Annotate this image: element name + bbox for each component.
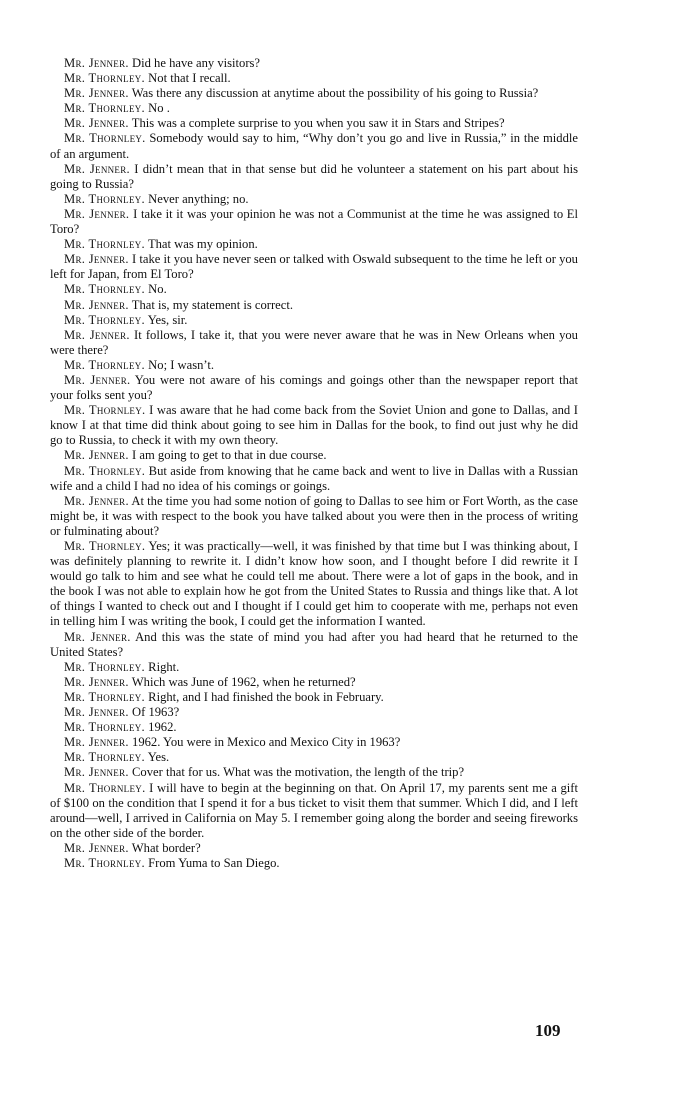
transcript-paragraph [50, 282, 578, 297]
transcript-paragraph [50, 403, 578, 448]
transcript-paragraph [50, 116, 578, 131]
speaker-label: Mr. Thornley. [64, 101, 146, 116]
transcript-paragraph [50, 781, 578, 841]
speech-text: It follows, I take it, that you were never aware that he was in New Orleans when you were there? [50, 327, 578, 357]
speaker-label: Mr. Thornley. [64, 237, 146, 252]
transcript-paragraph [50, 720, 578, 735]
transcript-paragraph [50, 856, 578, 871]
transcript-paragraph [50, 705, 578, 720]
transcript-paragraph [50, 494, 578, 539]
transcript-paragraph [50, 192, 578, 207]
transcript-paragraph [50, 56, 578, 71]
speech-text: Somebody would say to him, “Why don’t you go and live in Russia,” in the middle of an argument. [50, 131, 578, 161]
speaker-label: Mr. Thornley. [64, 855, 146, 870]
speech-text: At the time you had some notion of going to Dallas to see him or Fort Worth, as the case might be, it was with respect to the book you have talked about you were then in the process of writing or fulminating about? [50, 493, 578, 538]
transcript-paragraph [50, 841, 578, 856]
speaker-label: Mr. Jenner. [64, 372, 131, 387]
speaker-label: Mr. Thornley. [64, 71, 146, 86]
transcript-paragraph [50, 750, 578, 765]
speech-text: Yes. [147, 750, 170, 765]
transcript-paragraph [50, 86, 578, 101]
speech-text: I take it you have never seen or talked with Oswald subsequent to the time he left or you left for Japan, from El Toro? [50, 252, 578, 282]
transcript-paragraph [50, 765, 578, 780]
transcript-paragraph [50, 252, 578, 282]
speech-text: Not that I recall. [148, 71, 231, 86]
speech-text: Which was June of 1962, when he returned? [131, 674, 356, 689]
speech-text: Yes, sir. [147, 312, 188, 327]
speaker-label: Mr. Thornley. [64, 131, 146, 146]
transcript-paragraph [50, 237, 578, 252]
speech-text: Never anything; no. [148, 191, 249, 206]
speech-text: No. [148, 282, 167, 297]
speech-text: This was a complete surprise to you when you saw it in Stars and Stripes? [131, 116, 505, 131]
speech-text: I will have to begin at the beginning on that. On April 17, my parents sent me a gift of $100 on the condition that I spend it for a bus ticket to visit them that summer. Which I did, and I left around—well, I arrived in California on May 5. I remember going along the border and seeing fireworks on the other side of the border. [50, 780, 578, 840]
speech-text: I am going to get to that in due course. [132, 448, 327, 463]
speech-text: What border? [131, 840, 201, 855]
transcript-paragraph [50, 162, 578, 192]
transcript-paragraph [50, 660, 578, 675]
speaker-label: Mr. Jenner. [64, 206, 130, 221]
transcript-paragraph [50, 690, 578, 705]
speech-text: No . [148, 101, 170, 116]
speaker-label: Mr. Jenner. [64, 86, 129, 101]
transcript-paragraph [50, 101, 578, 116]
speaker-label: Mr. Jenner. [64, 161, 130, 176]
speech-text: Yes; it was practically—well, it was finished by that time but I was thinking about, I was definitely planning to rewrite it. I didn’t know how soon, and I thought before I did rewrite it I would go talk to him and see what he could tell me about. There were a lot of gaps in the book, and in the book I was not able to explain how he got from the United States to Russia and things like that. A lot of things I wanted to check out and I thought if I could get him to cooperate with me, perhaps not even in telling him I was writing the book, I could get the information I wanted. [50, 539, 578, 629]
transcript-paragraph [50, 373, 578, 403]
speaker-label: Mr. Jenner. [64, 765, 129, 780]
speaker-label: Mr. Jenner. [64, 297, 129, 312]
speech-text: Did he have any visitors? [132, 56, 261, 70]
speech-text: I was aware that he had come back from the Soviet Union and gone to Dallas, and I know I at that time did think about going to see him in Dallas for the book, to find out just why he did go to Russia, to check it with my own theory. [50, 403, 578, 448]
speaker-label: Mr. Thornley. [64, 689, 146, 704]
transcript-paragraph [50, 735, 578, 750]
speech-text: But aside from knowing that he came back and went to live in Dallas with a Russian wife and a child I had no idea of his comings or goings. [50, 463, 578, 493]
transcript-paragraph [50, 328, 578, 358]
transcript-paragraph [50, 448, 578, 463]
speech-text: Right. [148, 659, 180, 674]
speech-text: And this was the state of mind you had after you had heard that he returned to the United States? [50, 629, 578, 659]
transcript-paragraph [50, 131, 578, 161]
speaker-label: Mr. Jenner. [64, 493, 129, 508]
speaker-label: Mr. Thornley. [64, 357, 146, 372]
transcript-body [50, 56, 578, 871]
speaker-label: Mr. Thornley. [64, 191, 146, 206]
speech-text: No; I wasn’t. [148, 357, 215, 372]
speaker-label: Mr. Jenner. [64, 56, 129, 70]
speech-text: That was my opinion. [147, 237, 258, 252]
transcript-paragraph [50, 313, 578, 328]
speaker-label: Mr. Jenner. [64, 252, 129, 267]
transcript-paragraph [50, 464, 578, 494]
speech-text: Cover that for us. What was the motivation, the length of the trip? [132, 765, 465, 780]
speaker-label: Mr. Jenner. [64, 629, 131, 644]
transcript-paragraph [50, 298, 578, 313]
transcript-paragraph [50, 539, 578, 630]
speaker-label: Mr. Thornley. [64, 750, 146, 765]
speech-text: I take it it was your opinion he was not a Communist at the time he was assigned to El Toro? [50, 206, 578, 237]
speaker-label: Mr. Jenner. [64, 674, 129, 689]
speaker-label: Mr. Thornley. [64, 780, 146, 795]
speech-text: 1962. You were in Mexico and Mexico City in 1963? [132, 735, 401, 750]
speech-text: I didn’t mean that in that sense but did he volunteer a statement on his part about his going to Russia? [50, 161, 578, 191]
speaker-label: Mr. Thornley. [64, 659, 146, 674]
speaker-label: Mr. Thornley. [64, 539, 146, 553]
speech-text: Right, and I had finished the book in February. [148, 689, 384, 704]
speech-text: Of 1963? [132, 705, 180, 720]
speaker-label: Mr. Thornley. [64, 403, 146, 418]
speaker-label: Mr. Jenner. [64, 705, 129, 720]
transcript-paragraph [50, 630, 578, 660]
speech-text: You were not aware of his comings and goings other than the newspaper report that your folks sent you? [50, 372, 578, 403]
speaker-label: Mr. Thornley. [64, 720, 146, 735]
speaker-label: Mr. Jenner. [64, 735, 129, 750]
speech-text: From Yuma to San Diego. [148, 855, 280, 870]
speaker-label: Mr. Jenner. [64, 116, 129, 131]
speech-text: Was there any discussion at anytime about the possibility of his going to Russia? [131, 86, 539, 101]
speaker-label: Mr. Jenner. [64, 327, 130, 342]
speaker-label: Mr. Thornley. [64, 312, 146, 327]
page-number: 109 [535, 1021, 561, 1040]
speech-text: That is, my statement is correct. [131, 297, 294, 312]
speaker-label: Mr. Thornley. [64, 282, 146, 297]
speech-text: 1962. [148, 720, 177, 735]
transcript-paragraph [50, 675, 578, 690]
speaker-label: Mr. Thornley. [64, 463, 146, 478]
speaker-label: Mr. Jenner. [64, 448, 129, 463]
transcript-paragraph [50, 71, 578, 86]
speaker-label: Mr. Jenner. [64, 840, 129, 855]
transcript-paragraph [50, 207, 578, 237]
transcript-paragraph [50, 358, 578, 373]
